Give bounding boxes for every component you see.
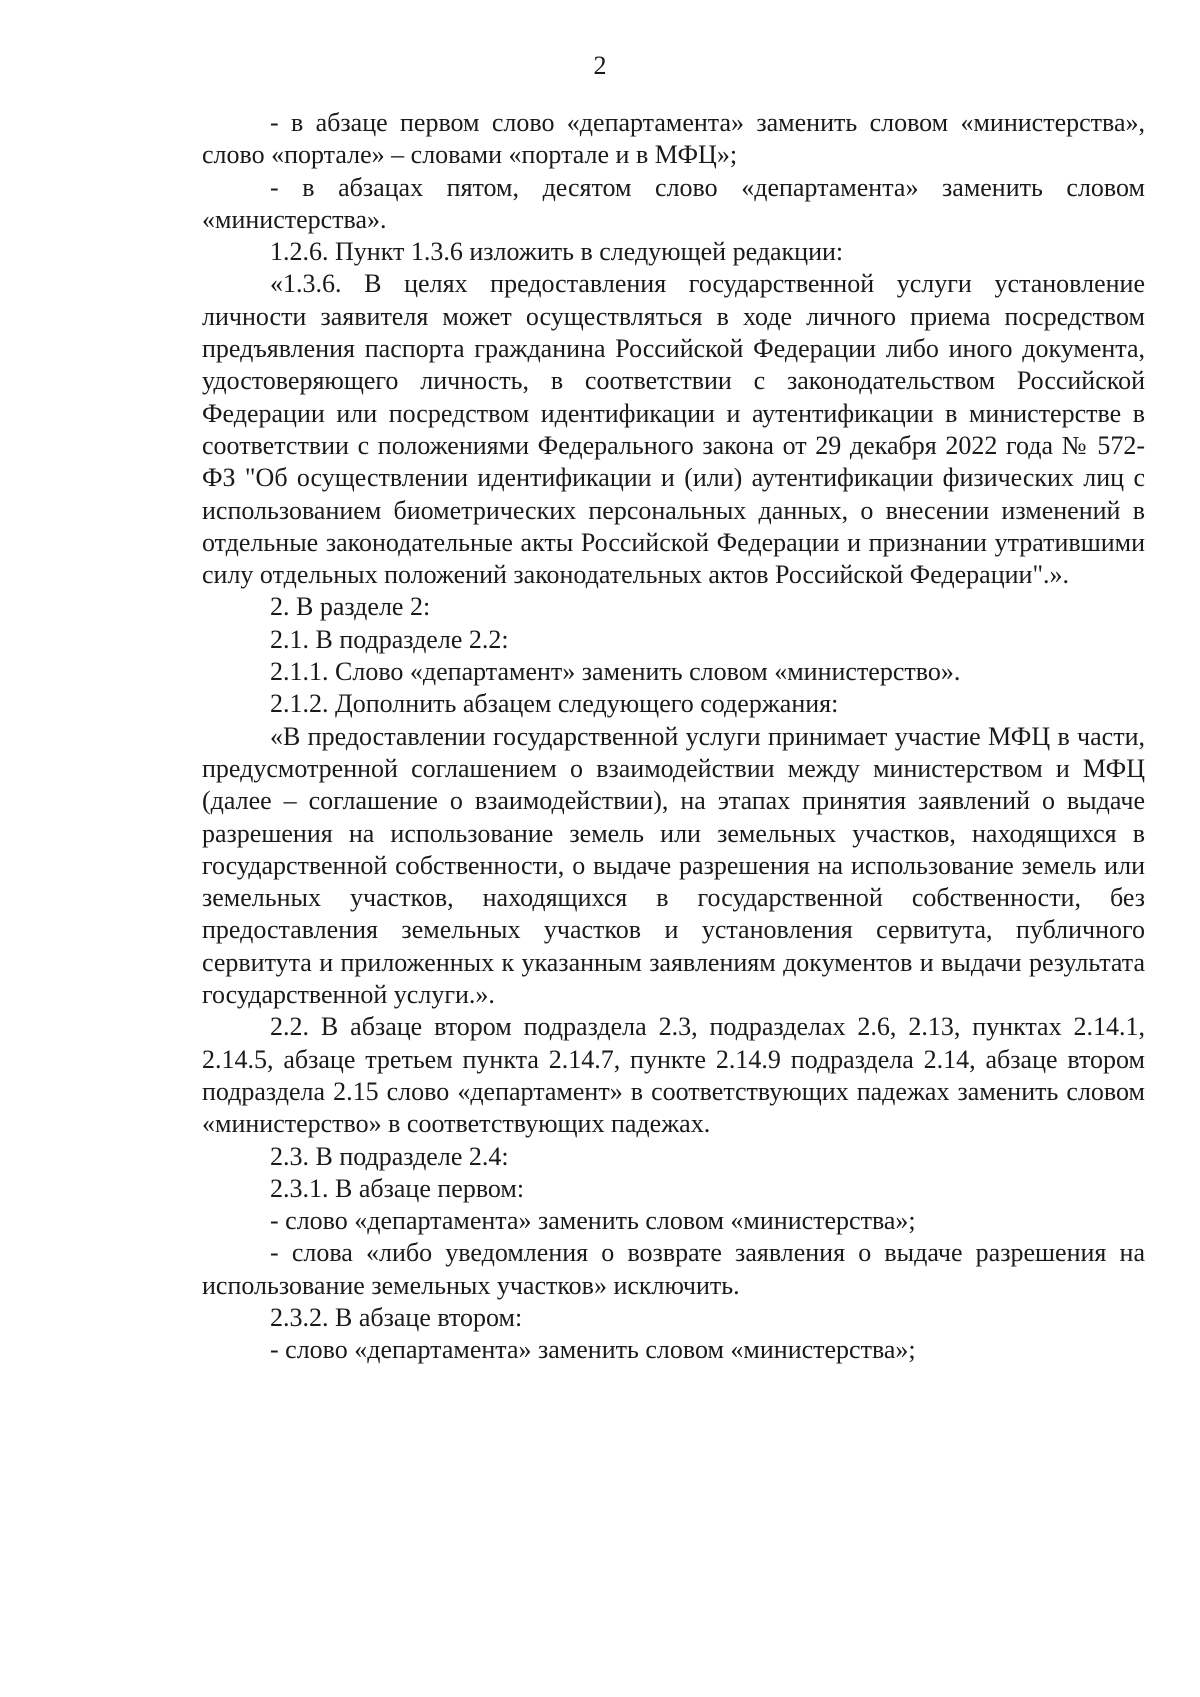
paragraph-2: - в абзацах пятом, десятом слово «департамента» заменить словом «министерства».	[202, 172, 1145, 234]
paragraph-8: 2.1.2. Дополнить абзацем следующего содержания:	[270, 689, 839, 719]
paragraph-9: «В предоставлении государственной услуги принимает участие МФЦ в части, предусмотренной соглашением о взаимодействии между министерством и МФЦ (далее – соглашение о взаимодействии), на этапах принятия заявлений о выдаче разрешения на использование земель или земельных участков, находящихся в государственной собственности, о выдаче разрешения на использование земель или земельных участков, находящихся в государственной собственности, без предоставления земельных участков и установления сервитута, публичного сервитута и приложенных к указанным заявлениям документов и выдачи результата государственной услуги.».	[202, 721, 1145, 1010]
paragraph-1: - в абзаце первом слово «департамента» заменить словом «министерства», слово «портале» – словами «портале и в МФЦ»;	[202, 108, 1145, 170]
paragraph-14: - слова «либо уведомления о возврате заявления о выдаче разрешения на использование земельных участков» исключить.	[202, 1238, 1145, 1300]
paragraph-4: «1.3.6. В целях предоставления государственной услуги установление личности заявителя может осуществляться в ходе личного приема посредством предъявления паспорта гражданина Российской Федерации либо иного документа, удостоверяющего личность, в соответствии с законодательством Российской Федерации или посредством идентификации и аутентификации в министерстве в соответствии с положениями Федерального закона от 29 декабря 2022 года № 572-ФЗ "Об осуществлении идентификации и (или) аутентификации физических лиц с использованием биометрических персональных данных, о внесении изменений в отдельные законодательные акты Российской Федерации и признании утратившими силу отдельных положений законодательных актов Российской Федерации".».	[202, 269, 1145, 590]
paragraph-12: 2.3.1. В абзаце первом:	[270, 1173, 525, 1203]
page-number: 2	[593, 51, 607, 80]
paragraph-11: 2.3. В подразделе 2.4:	[270, 1141, 509, 1171]
paragraph-6: 2.1. В подразделе 2.2:	[270, 624, 509, 654]
paragraph-13: - слово «департамента» заменить словом «министерства»;	[270, 1206, 916, 1236]
document-body	[202, 107, 1145, 1367]
paragraph-15: 2.3.2. В абзаце втором:	[270, 1302, 523, 1332]
paragraph-10: 2.2. В абзаце втором подраздела 2.3, подразделах 2.6, 2.13, пунктах 2.14.1, 2.14.5, абзаце третьем пункта 2.14.7, пункте 2.14.9 подраздела 2.14, абзаце втором подраздела 2.15 слово «департамент» в соответствующих падежах заменить словом «министерство» в соответствующих падежах.	[202, 1012, 1145, 1139]
paragraph-16: - слово «департамента» заменить словом «министерства»;	[270, 1335, 916, 1365]
paragraph-5: 2. В разделе 2:	[270, 592, 431, 622]
paragraph-7: 2.1.1. Слово «департамент» заменить словом «министерство».	[270, 657, 961, 687]
paragraph-3: 1.2.6. Пункт 1.3.6 изложить в следующей редакции:	[270, 237, 844, 267]
